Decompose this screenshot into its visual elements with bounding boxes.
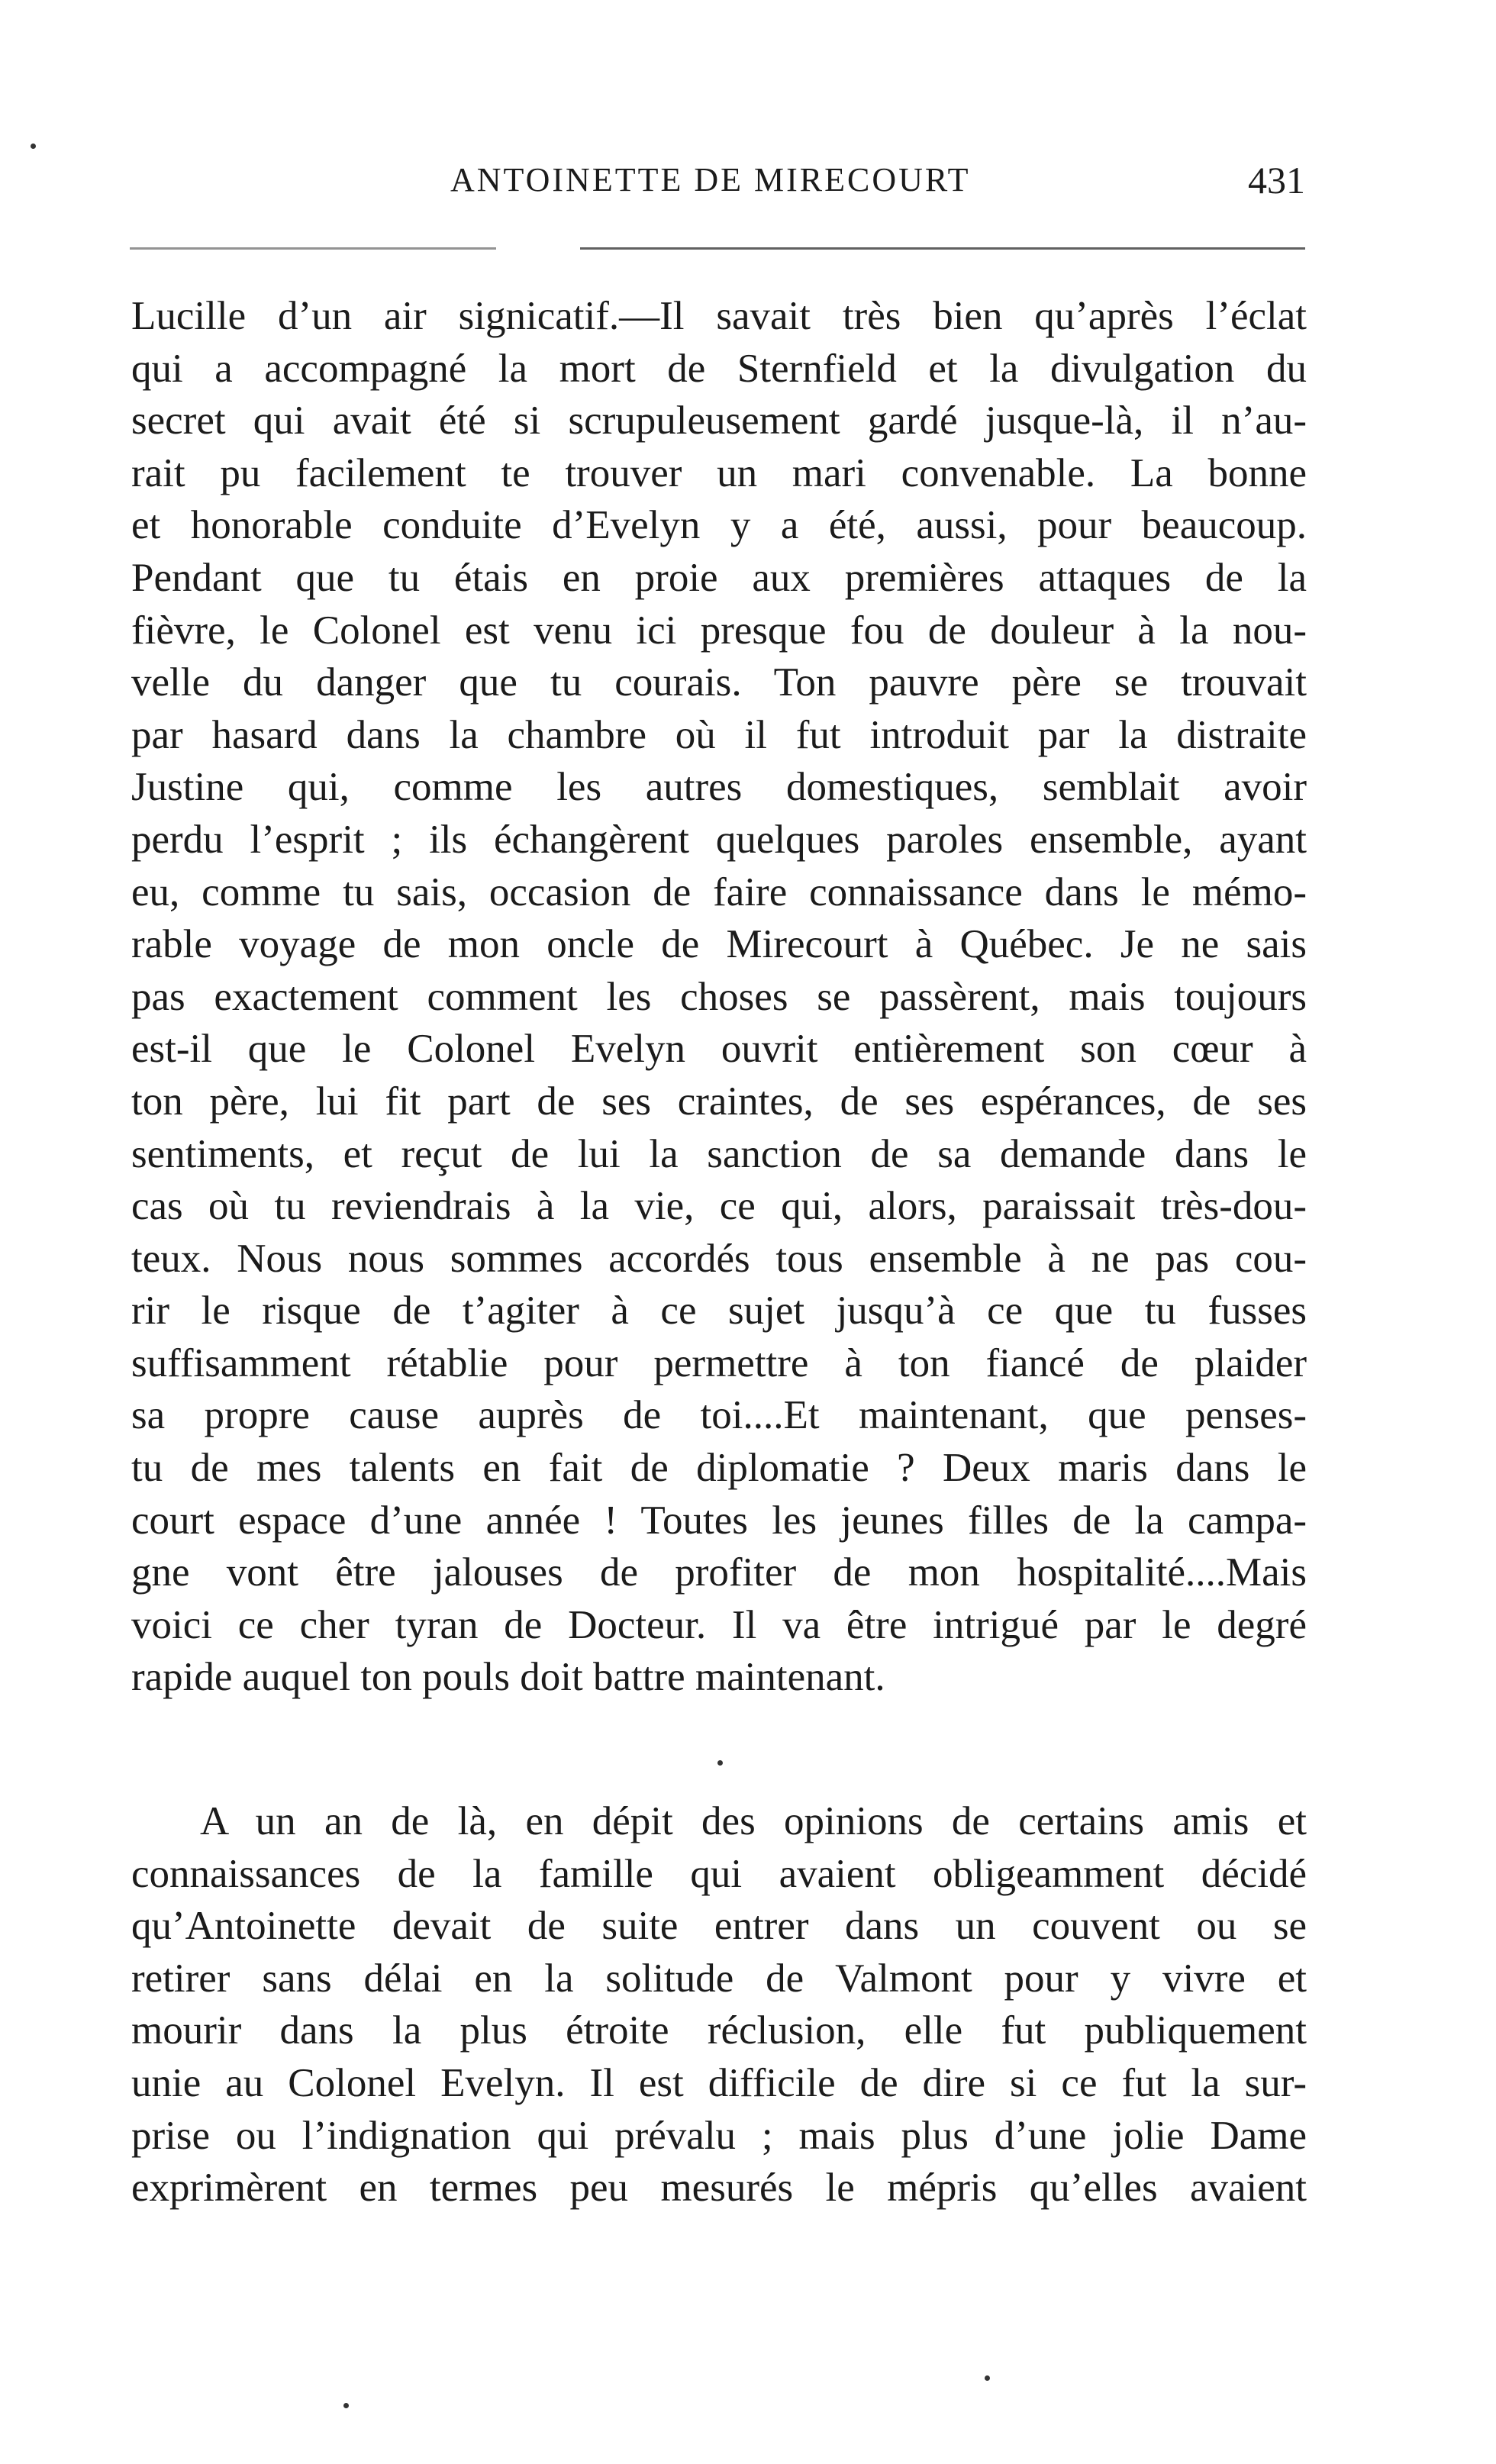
paragraph-line: connaissances de la famille qui avaient obligeamment décidé xyxy=(131,1851,1307,1896)
paragraph-line: sentiments, et reçut de lui la sanction de sa demande dans le xyxy=(131,1131,1307,1176)
paragraph-line: court espace d’une année ! Toutes les jeunes filles de la campa- xyxy=(131,1498,1307,1543)
paragraph-line: fièvre, le Colonel est venu ici presque fou de douleur à la nou- xyxy=(131,608,1307,653)
paragraph-line: prise ou l’indignation qui prévalu ; mais plus d’une jolie Dame xyxy=(131,2113,1307,2158)
paragraph-line: cas où tu reviendrais à la vie, ce qui, alors, paraissait très-dou- xyxy=(131,1184,1307,1229)
print-speck xyxy=(717,1760,723,1766)
print-speck xyxy=(343,2403,349,2408)
paragraph-line: rapide auquel ton pouls doit battre maintenant. xyxy=(131,1655,885,1700)
paragraph-line: sa propre cause auprès de toi....Et maintenant, que penses- xyxy=(131,1393,1307,1438)
paragraph-line: eu, comme tu sais, occasion de faire connaissance dans le mémo- xyxy=(131,869,1307,914)
paragraph-line: Justine qui, comme les autres domestiques, semblait avoir xyxy=(131,765,1307,810)
paragraph-line: qui a accompagné la mort de Sternfield et la divulgation du xyxy=(131,346,1307,391)
paragraph-line: rir le risque de t’agiter à ce sujet jusqu’à ce que tu fusses xyxy=(131,1288,1307,1334)
paragraph-line: velle du danger que tu courais. Ton pauvre père se trouvait xyxy=(131,660,1307,705)
paragraph-line: qu’Antoinette devait de suite entrer dans un couvent ou se xyxy=(131,1904,1307,1949)
paragraph-line: teux. Nous nous sommes accordés tous ensemble à ne pas cou- xyxy=(131,1236,1307,1281)
paragraph-line: A un an de là, en dépit des opinions de certains amis et xyxy=(200,1799,1307,1843)
header-rule-right xyxy=(580,247,1305,250)
header-rule-left xyxy=(130,247,496,250)
running-title: ANTOINETTE DE MIRECOURT xyxy=(450,161,971,198)
paragraph-line: Lucille d’un air signicatif.—Il savait très bien qu’après l’éclat xyxy=(131,294,1307,338)
paragraph-line: gne vont être jalouses de profiter de mon hospitalité....Mais xyxy=(131,1550,1307,1595)
paragraph-line: voici ce cher tyran de Docteur. Il va être intrigué par le degré xyxy=(131,1602,1307,1647)
paragraph-line: secret qui avait été si scrupuleusement gardé jusque-là, il n’au- xyxy=(131,398,1307,443)
paragraph-line: exprimèrent en termes peu mesurés le mépris qu’elles avaient xyxy=(131,2166,1307,2211)
paragraph-line: Pendant que tu étais en proie aux premières attaques de la xyxy=(131,555,1307,600)
paragraph-line: pas exactement comment les choses se passèrent, mais toujours xyxy=(131,974,1307,1019)
paragraph-line: rable voyage de mon oncle de Mirecourt à Québec. Je ne sais xyxy=(131,922,1307,967)
paragraph-line: et honorable conduite d’Evelyn y a été, aussi, pour beaucoup. xyxy=(131,503,1307,548)
paragraph-line: unie au Colonel Evelyn. Il est difficile de dire si ce fut la sur- xyxy=(131,2060,1307,2105)
print-speck xyxy=(985,2375,990,2381)
paragraph-line: perdu l’esprit ; ils échangèrent quelques paroles ensemble, ayant xyxy=(131,817,1307,862)
running-head xyxy=(130,157,1305,203)
print-speck xyxy=(31,144,36,149)
paragraph-line: par hasard dans la chambre où il fut introduit par la distraite xyxy=(131,712,1307,757)
paragraph-line: mourir dans la plus étroite réclusion, elle fut publiquement xyxy=(131,2008,1307,2053)
paragraph-line: ton père, lui fit part de ses craintes, de ses espérances, de ses xyxy=(131,1079,1307,1124)
paragraph-line: est-il que le Colonel Evelyn ouvrit entièrement son cœur à xyxy=(131,1027,1307,1072)
page-number: 431 xyxy=(1248,159,1305,202)
paragraph-2 xyxy=(131,1795,1307,2214)
paragraph-line: tu de mes talents en fait de diplomatie ? Deux maris dans le xyxy=(131,1446,1307,1491)
paragraph-1 xyxy=(131,290,1307,1704)
paragraph-line: suffisamment rétablie pour permettre à ton fiancé de plaider xyxy=(131,1340,1307,1385)
paragraph-line: rait pu facilement te trouver un mari convenable. La bonne xyxy=(131,450,1307,495)
paragraph-line: retirer sans délai en la solitude de Valmont pour y vivre et xyxy=(131,1956,1307,2001)
